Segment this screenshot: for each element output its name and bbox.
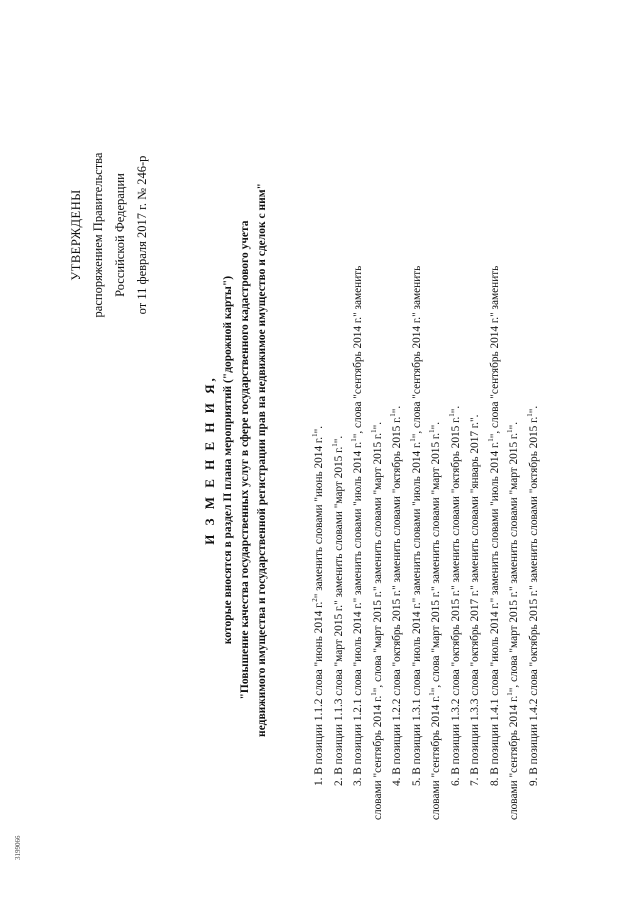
list-item: словами "сентябрь 2014 г.$^1$", слова "март 2015 г." заменить словами "март 2015 г.$^1$". (428, 421, 442, 820)
heading-sub-2: "Повышение качества государственных услуг в сфере государственного кадастрового учета (239, 220, 251, 700)
list-item: 8. В позиции 1.4.1 слова "июль 2014 г." заменить словами "июль 2014 г.$^1$", слова "сентябрь 2014 г." заменить (486, 265, 501, 786)
list-item: словами "сентябрь 2014 г.$^1$", слова "март 2015 г." заменить словами "март 2015 г.$^1$". (369, 421, 384, 820)
heading-main: И З М Е Н Е Н И Я, (202, 375, 217, 545)
list-item: 5. В позиции 1.3.1 слова "июль 2014 г." заменить словами "июль 2014 г.$^1$", слова "сентябрь 2014 г." заменить (408, 265, 423, 786)
approval-block (65, 120, 153, 350)
heading-sub-3: недвижимого имущества и государственной регистрации прав на недвижимое имущество и сделок с ним" (256, 183, 268, 737)
list-item: 6. В позиции 1.3.2 слова "октябрь 2015 г." заменить словами "октябрь 2015 г.$^1$". (447, 405, 462, 786)
list-item: 3. В позиции 1.2.1 слова "июль 2014 г." заменить словами "июль 2014 г.$^1$", слова "сентябрь 2014 г." заменить (350, 265, 364, 786)
heading-sub-1: которые вносятся в раздел II плана мероприятий ("дорожной карты") (222, 275, 234, 645)
rotated-content (45, 80, 605, 840)
list-item: 2. В позиции 1.1.3 слова "март 2015 г." заменить словами "март 2015 г.$^1$". (330, 435, 345, 786)
document-number: 3199066 (14, 835, 22, 860)
approval-line-3: от 11 февраля 2017 г. № 246-р (135, 155, 149, 315)
amendments-list (310, 100, 544, 820)
approval-line-2: Российской Федерации (113, 173, 127, 297)
list-item: 7. В позиции 1.3.3 слова "октябрь 2017 г." заменить словами "январь 2017 г.". (469, 414, 481, 786)
heading-block (200, 80, 271, 840)
list-item: словами "сентябрь 2014 г.$^1$", слова "март 2015 г." заменить словами "март 2015 г.$^1$". (506, 421, 520, 820)
list-item: 4. В позиции 1.2.2 слова "октябрь 2015 г." заменить словами "октябрь 2015 г.$^1$". (389, 405, 403, 786)
list-item: 1. В позиции 1.1.2 слова "июнь 2014 г.$^2$" заменить словами "июнь 2014 г.$^1$". (311, 425, 325, 786)
list-item: 9. В позиции 1.4.2 слова "октябрь 2015 г." заменить словами "октябрь 2015 г.$^1$". (525, 405, 540, 786)
approval-title: УТВЕРЖДЕНЫ (69, 189, 83, 281)
approval-line-1: распоряжением Правительства (91, 152, 105, 318)
